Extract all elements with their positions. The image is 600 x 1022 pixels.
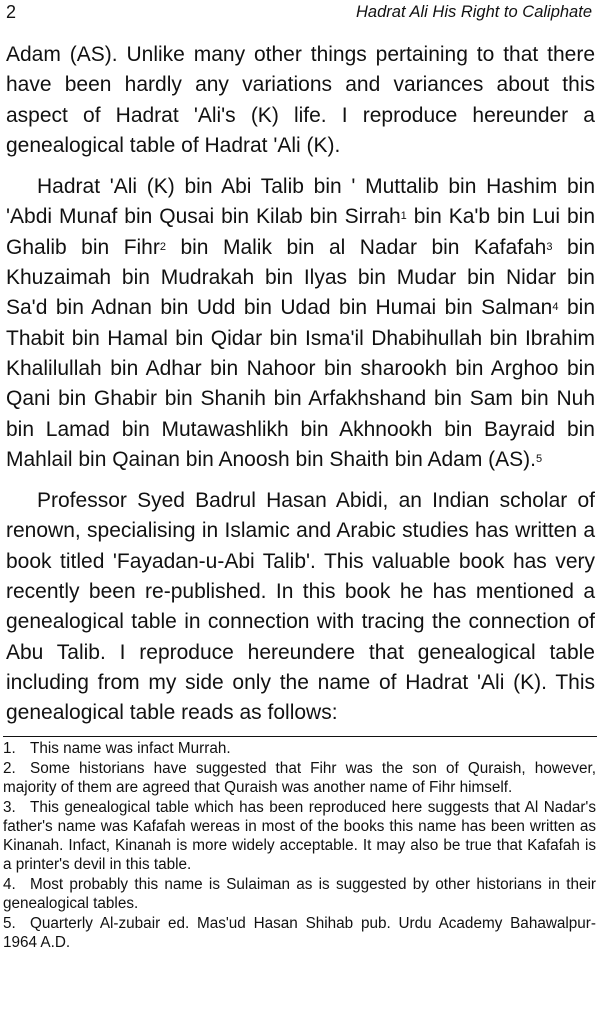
genealogy-text: Hadrat 'Ali (K) bin Abi Talib bin ' Muttalib bin Hashim bin 'Abdi Munaf bin Qusai bin Kilab bin Sirrah (6, 175, 595, 229)
genealogy-text: bin Thabit bin Hamal bin Qidar bin Isma'il Dhabihullah bin Ibrahim Khalilullah bin Adhar bin Nahoor bin sharookh bin Arghoo bin Qani bin Ghabir bin Shanih bin Arfakhshand bin Sam bin Nuh bin Lamad bin Mutawashlikh bin Akhnookh bin Bayraid bin Mahlail bin Qainan bin Anoosh bin Shaith bin Adam (AS). (6, 296, 595, 471)
page-number: 2 (6, 2, 17, 22)
running-title: Hadrat Ali His Right to Caliphate (356, 3, 592, 21)
footnote-number: 2. (3, 759, 16, 777)
footnote-text: This genealogical table which has been reproduced here suggests that Al Nadar's father's name was Kafafah wereas in most of the books this name has been written as Kinanah. Infact, Kinanah is more widely acceptable. It may also be true that Kafafah is a printer's devil in this table. (3, 798, 596, 874)
footnote-text: Some historians have suggested that Fihr was the son of Quraish, however, majority of them are agreed that Quraish was another name of Fihr himself. (3, 759, 596, 796)
footnote (3, 759, 596, 797)
footnote-ref: 3 (546, 240, 553, 253)
footnote-number: 5. (3, 914, 16, 932)
footnote-text: Most probably this name is Sulaiman as is suggested by other historians in their genealogical tables. (3, 875, 596, 913)
footnote-number: 4. (3, 875, 16, 893)
footnote-ref: 1 (400, 210, 407, 223)
main-text (6, 40, 595, 729)
genealogy-text: bin Khuzaimah bin Mudrakah bin Ilyas bin Mudar bin Nidar bin Sa'd bin Adnan bin Udd bin Udad bin Humai bin Salman (6, 235, 596, 320)
footnote (3, 739, 596, 758)
footnote (3, 798, 596, 875)
footnote-number: 1. (3, 740, 16, 757)
footnote (3, 914, 596, 952)
footnote-divider (3, 736, 597, 737)
page-header (6, 2, 592, 24)
footnote-ref: 5 (536, 452, 543, 465)
footnote-text: This name was infact Murrah. (30, 740, 231, 757)
footnote-text: Quarterly Al-zubair ed. Mas'ud Hasan Shihab pub. Urdu Academy Bahawalpur-1964 A.D. (3, 914, 596, 952)
genealogy-text: bin Ka'b bin Lui bin Ghalib bin Fihr (6, 205, 595, 259)
paragraph-abidi: Professor Syed Badrul Hasan Abidi, an Indian scholar of renown, specialising in Islamic and Arabic studies has written a book titled 'Fayadan-u-Abi Talib'. This valuable book has very recently been re-published. In this book he has mentioned a genealogical table in connection with tracing the connection of Abu Talib. I reproduce hereundere that genealogical table including from my side only the name of Hadrat 'Ali (K). This genealogical table reads as follows: (6, 489, 595, 725)
paragraph-genealogy (6, 172, 595, 475)
footnote-number: 3. (3, 798, 16, 816)
footnote-ref: 2 (159, 240, 166, 253)
footnotes (3, 739, 596, 953)
footnote-ref: 4 (552, 301, 559, 314)
footnote (3, 875, 596, 913)
paragraph-continuation: Adam (AS). Unlike many other things pertaining to that there have been hardly any variations and variances about this aspect of Hadrat 'Ali's (K) life. I reproduce hereunder a genealogical table of Hadrat 'Ali (K). (6, 43, 595, 157)
genealogy-text: bin Malik bin al Nadar bin Kafafah (165, 235, 547, 259)
